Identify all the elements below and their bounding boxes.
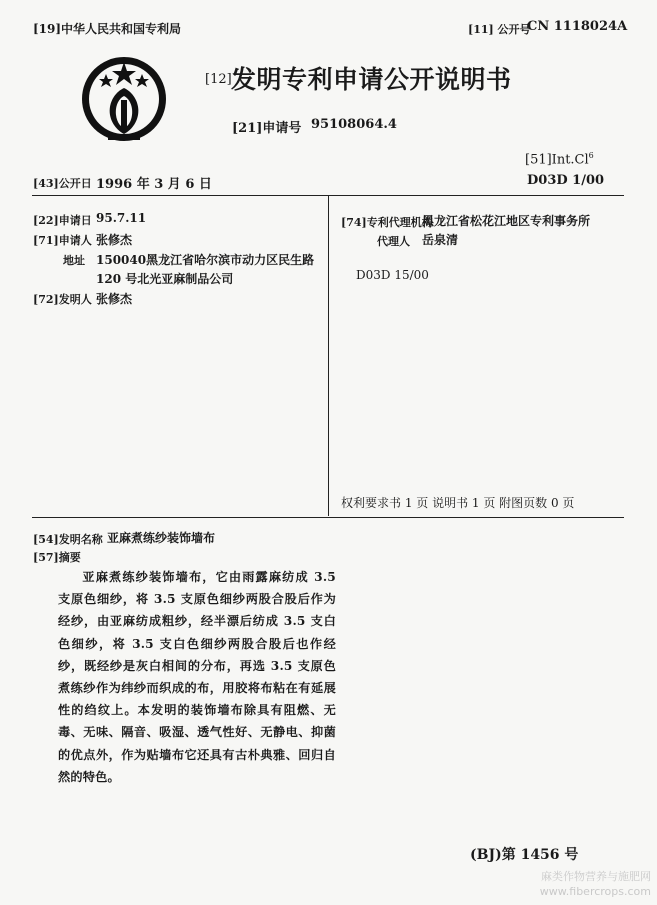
- inventor: 张修杰: [96, 292, 133, 306]
- application-number-label: [21]申请号: [232, 121, 302, 136]
- application-number: 95108064.4: [311, 117, 397, 132]
- publication-label: [11] 公开号: [468, 23, 531, 36]
- ipc-label: [525, 151, 594, 167]
- address-line-1: 150040黑龙江省哈尔滨市动力区民生路: [96, 253, 315, 267]
- document-title: 发明专利申请公开说明书: [231, 65, 512, 94]
- site-watermark: [540, 869, 651, 899]
- column-divider: [328, 196, 329, 516]
- filing-date: 95.7.11: [96, 211, 147, 225]
- address-line-2: 120 号北光亚麻制品公司: [96, 272, 234, 286]
- agency-label: [74]专利代理机构: [341, 216, 433, 229]
- page-count: 权利要求书 1 页 说明书 1 页 附图页数 0 页: [341, 496, 575, 510]
- address-label: 地址: [63, 254, 85, 267]
- office-name: [19]中华人民共和国专利局: [33, 22, 182, 36]
- publication-date: 1996 年 3 月 6 日: [96, 177, 212, 192]
- agent: 岳泉清: [422, 233, 459, 247]
- ipc-main-class: D03D 1/00: [527, 173, 605, 188]
- filing-date-label: [22]申请日: [33, 214, 92, 227]
- serial-number: (BJ)第 1456 号: [470, 847, 579, 863]
- inventor-label: [72]发明人: [33, 293, 92, 306]
- publication-date-label: [43]公开日: [33, 177, 92, 190]
- agent-label: 代理人: [377, 235, 410, 248]
- applicant: 张修杰: [96, 233, 133, 247]
- invention-name: 亚麻煮练纱装饰墙布: [107, 531, 216, 545]
- publication-number: CN 1118024A: [527, 19, 628, 34]
- title-code: [12]: [205, 72, 232, 87]
- ipc-edition: 6: [588, 151, 594, 160]
- invention-name-label: [54]发明名称: [33, 533, 103, 546]
- watermark-line-2: www.fibercrops.com: [539, 885, 651, 898]
- rule-middle: [32, 517, 624, 518]
- abstract-label: [57]摘要: [33, 551, 81, 564]
- national-emblem-icon: [78, 48, 170, 148]
- abstract-text: 亚麻煮练纱装饰墙布，它由雨露麻纺成 3.5 支原色细纱，将 3.5 支原色细纱两股合股后作为经纱，由亚麻纺成粗纱，经半漂后纺成 3.5 支白色细纱，将 3.5 支白色细纱两股合股后也作经纱，既经纱是灰白相间的分布，再选 3.5 支原色煮练纱作为纬纱而织成的布，用胶将布粘在有延展性的绉纹上。本发明的装饰墙布除具有阻燃、无毒、无味、隔音、吸湿、透气性好、无静电、抑菌的优点外，作为贴墙布它还具有古朴典雅、回归自然的特色。: [58, 570, 336, 784]
- agency: 黑龙江省松花江地区专利事务所: [422, 214, 591, 228]
- applicant-label: [71]申请人: [33, 234, 92, 247]
- secondary-class: D03D 15/00: [356, 268, 429, 282]
- ipc-label-text: [51]Int.Cl: [525, 152, 589, 168]
- watermark-line-1: 麻类作物营养与施肥网: [541, 870, 651, 883]
